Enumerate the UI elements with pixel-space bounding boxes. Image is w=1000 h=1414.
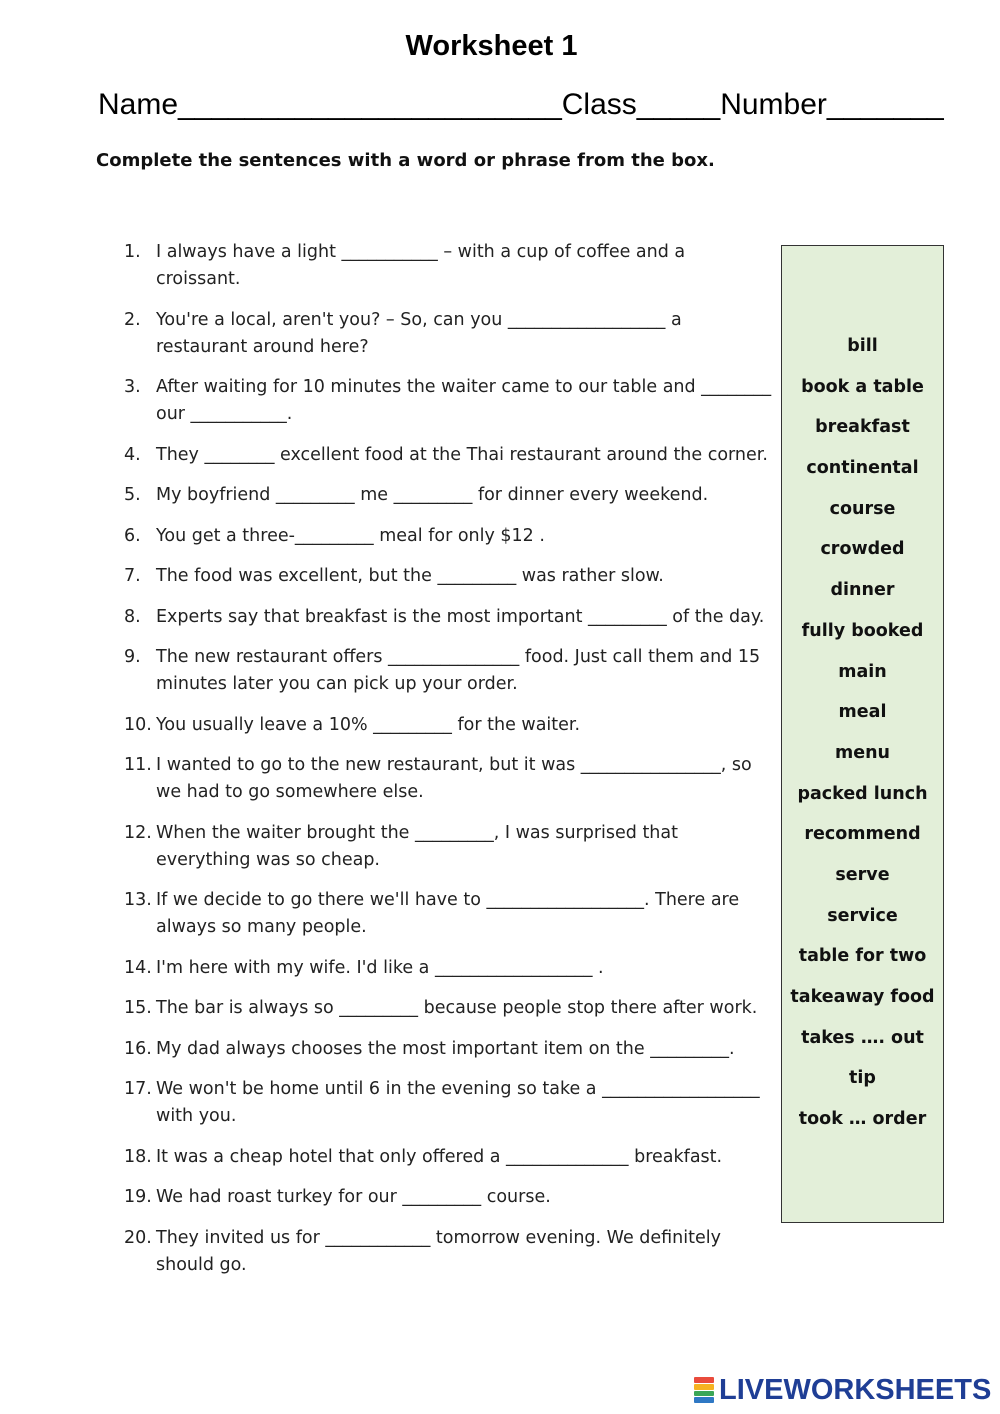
question-number: 4.: [124, 444, 141, 465]
question-number: 14.: [124, 957, 152, 978]
question-number: 1.: [124, 242, 141, 262]
question-item: [124, 482, 774, 509]
word-box-item: bill: [847, 336, 878, 356]
question-number: 6.: [124, 525, 141, 546]
word-box-item: fully booked: [801, 620, 924, 641]
question-number: 12.: [124, 822, 152, 843]
question-number: 11.: [124, 755, 152, 775]
word-box-item: continental: [806, 458, 919, 479]
word-box-item: takeaway food: [790, 987, 935, 1007]
question-text: You usually leave a 10% _________ for the waiter.: [156, 714, 581, 735]
instruction-text: Complete the sentences with a word or phrase from the box.: [96, 150, 715, 171]
question-list: [124, 239, 774, 1292]
word-box-item: table for two: [798, 946, 927, 967]
question-item: [124, 887, 774, 941]
question-text: After waiting for 10 minutes the waiter came to our table and ________ our ___________.: [156, 377, 772, 424]
liveworksheets-logo: [694, 1372, 991, 1408]
word-box-item: service: [827, 905, 898, 926]
worksheet-title: Worksheet 1: [405, 30, 578, 62]
question-item: [124, 239, 774, 293]
question-item: [124, 820, 774, 874]
word-box-item: packed lunch: [797, 783, 928, 804]
word-box-item: main: [838, 661, 887, 682]
question-text: My dad always chooses the most important item on the _________.: [156, 1038, 735, 1059]
word-box-item: recommend: [804, 824, 921, 845]
question-text: They invited us for ____________ tomorrow evening. We definitely should go.: [156, 1227, 721, 1275]
question-text: When the waiter brought the _________, I was surprised that everything was so cheap.: [156, 822, 678, 870]
word-box-item: crowded: [820, 539, 905, 560]
question-item: [124, 442, 774, 469]
question-item: [124, 712, 774, 739]
question-number: 17.: [124, 1079, 152, 1099]
question-item: [124, 644, 774, 698]
word-box-item: dinner: [830, 580, 895, 601]
word-box-item: breakfast: [815, 417, 910, 438]
question-number: 5.: [124, 485, 141, 505]
question-text: The food was excellent, but the _________ was rather slow.: [156, 566, 664, 586]
word-box-item: menu: [834, 742, 891, 763]
question-text: You're a local, aren't you? – So, can you __________________ a restaurant around here?: [156, 309, 682, 357]
question-text: We won't be home until 6 in the evening so take a __________________ with you.: [156, 1079, 760, 1126]
question-number: 8.: [124, 606, 141, 627]
student-info-line: Name_______________________Class_____Number_______: [98, 88, 944, 121]
question-item: [124, 752, 774, 806]
word-box-item: meal: [838, 702, 887, 723]
question-text: If we decide to go there we'll have to __________________. There are always so many people.: [156, 890, 740, 937]
word-box-item: course: [829, 498, 896, 519]
question-text: We had roast turkey for our _________ course.: [156, 1187, 551, 1207]
question-text: I always have a light ___________ – with a cup of coffee and a croissant.: [156, 242, 686, 289]
question-item: [124, 307, 774, 361]
question-item: [124, 563, 774, 590]
question-number: 16.: [124, 1038, 152, 1059]
question-number: 9.: [124, 647, 141, 667]
word-box: [781, 245, 944, 1223]
question-item: [124, 604, 774, 631]
word-box-item: tip: [849, 1068, 876, 1089]
question-number: 3.: [124, 377, 141, 397]
question-item: [124, 1225, 774, 1279]
question-text: You get a three-_________ meal for only $12 .: [156, 525, 545, 546]
liveworksheets-logo-icon: [694, 1377, 714, 1403]
question-text: The bar is always so _________ because people stop there after work.: [156, 998, 758, 1018]
logo-text: LIVEWORKSHEETS: [719, 1373, 992, 1406]
question-text: It was a cheap hotel that only offered a ______________ breakfast.: [156, 1146, 723, 1167]
question-number: 19.: [124, 1187, 152, 1207]
question-text: The new restaurant offers _______________ food. Just call them and 15 minutes later you can pick up your order.: [156, 647, 761, 694]
question-number: 18.: [124, 1146, 152, 1167]
question-number: 10.: [124, 714, 152, 735]
question-item: [124, 523, 774, 550]
question-text: Experts say that breakfast is the most important _________ of the day.: [156, 606, 765, 627]
question-item: [124, 1184, 774, 1211]
word-box-item: book a table: [801, 376, 924, 397]
question-number: 13.: [124, 890, 152, 910]
word-box-item: takes …. out: [801, 1027, 924, 1048]
question-number: 15.: [124, 998, 152, 1018]
word-list: [782, 332, 943, 1146]
question-item: [124, 374, 774, 428]
question-item: [124, 1076, 774, 1130]
question-item: [124, 1036, 774, 1063]
question-text: I'm here with my wife. I'd like a __________________ .: [156, 957, 604, 978]
question-text: I wanted to go to the new restaurant, but it was ________________, so we had to go somewhere else.: [156, 755, 752, 802]
question-number: 7.: [124, 566, 141, 586]
question-number: 20.: [124, 1227, 152, 1248]
question-item: [124, 1144, 774, 1171]
word-box-item: took … order: [798, 1109, 927, 1130]
question-text: They ________ excellent food at the Thai restaurant around the corner.: [156, 444, 768, 465]
question-item: [124, 995, 774, 1022]
question-item: [124, 955, 774, 982]
word-box-item: serve: [835, 864, 890, 885]
question-number: 2.: [124, 309, 141, 330]
question-text: My boyfriend _________ me _________ for dinner every weekend.: [156, 485, 709, 505]
